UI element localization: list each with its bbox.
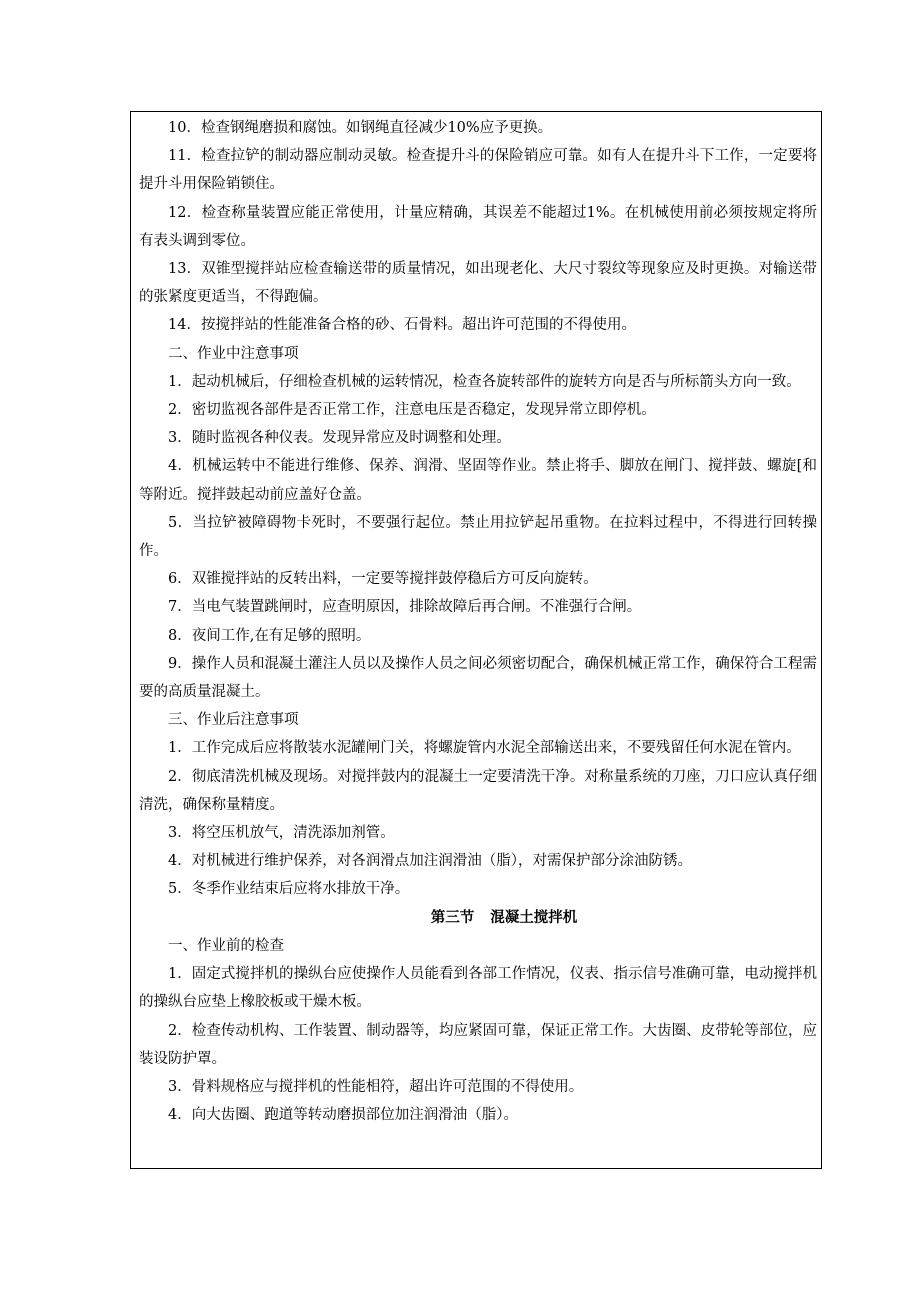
paragraph: 9．操作人员和混凝土灌注人员以及操作人员之间必须密切配合，确保机械正常工作，确保符合工程需要的高质量混凝土。 <box>139 655 817 701</box>
paragraph: 三、作业后注意事项 <box>168 712 299 729</box>
paragraph: 2．密切监视各部件是否正常工作，注意电压是否稳定，发现异常立即停机。 <box>168 402 656 419</box>
paragraph: 11．检查拉铲的制动器应制动灵敏。检查提升斗的保险销应可靠。如有人在提升斗下工作，一定要将提升斗用保险销锁住。 <box>139 148 817 193</box>
paragraph: 12．检查称量装置应能正常使用，计量应精确，其误差不能超过1%。在机械使用前必须按规定将所有表头调到零位。 <box>139 204 817 249</box>
paragraph: 3．骨料规格应与搅拌机的性能相符，超出许可范围的不得使用。 <box>168 1078 584 1095</box>
paragraph: 4．对机械进行维护保养，对各润滑点加注润滑油（脂），对需保护部分涂油防锈。 <box>168 853 692 870</box>
paragraph: 二、作业中注意事项 <box>168 345 299 362</box>
paragraph: 8．夜间工作,在有足够的照明。 <box>168 627 371 644</box>
paragraph: 6．双锥搅拌站的反转出料，一定要等搅拌鼓停稳后方可反向旋转。 <box>168 571 598 588</box>
paragraph: 13．双锥型搅拌站应检查输送带的质量情况，如出现老化、大尺寸裂纹等现象应及时更换。对输送带的张紧度更适当，不得跑偏。 <box>139 261 817 306</box>
paragraph: 一、作业前的检查 <box>168 937 284 954</box>
paragraphs-before <box>139 114 817 904</box>
paragraph: 7．当电气装置跳闸时，应查明原因，排除故障后再合闸。不准强行合闸。 <box>168 599 642 616</box>
section-name: 混凝土搅拌机 <box>490 908 578 926</box>
section-number: 第三节 <box>430 908 475 926</box>
paragraph: 5．当拉铲被障碍物卡死时，不要强行起位。禁止用拉铲起吊重物。在拉料过程中，不得进行回转操作。 <box>139 514 817 560</box>
section-title <box>139 904 817 932</box>
paragraph: 1．固定式搅拌机的操纵台应使操作人员能看到各部工作情况，仪表、指示信号准确可靠，电动搅拌机的操纵台应垫上橡胶板或干燥木板。 <box>139 966 817 1011</box>
paragraph: 4．机械运转中不能进行维修、保养、润滑、坚固等作业。禁止将手、脚放在闸门、搅拌鼓、螺旋[和等附近。搅拌鼓起动前应盖好仓盖。 <box>139 458 817 503</box>
paragraph: 3．将空压机放气，清洗添加剂管。 <box>168 825 395 842</box>
paragraph: 2．彻底清洗机械及现场。对搅拌鼓内的混凝土一定要清洗干净。对称量系统的刀座，刀口应认真仔细清洗，确保称量精度。 <box>139 768 817 813</box>
paragraph: 1．工作完成后应将散装水泥罐闸门关，将螺旋管内水泥全部输送出来，不要残留任何水泥在管内。 <box>168 740 801 757</box>
paragraph: 1．起动机械后，仔细检查机械的运转情况，检查各旋转部件的旋转方向是否与所标箭头方向一致。 <box>168 373 801 390</box>
paragraph: 2．检查传动机构、工作装置、制动器等，均应紧固可靠，保证正常工作。大齿圈、皮带轮等部位，应装设防护罩。 <box>139 1022 817 1067</box>
paragraph: 4．向大齿圈、跑道等转动磨损部位加注润滑油（脂）。 <box>168 1107 518 1124</box>
paragraph: 10．检查钢绳磨损和腐蚀。如钢绳直径减少10%应予更换。 <box>168 120 553 136</box>
paragraph: 3．随时监视各种仪表。发现异常应及时调整和处理。 <box>168 430 511 447</box>
paragraph: 14．按搅拌站的性能准备合格的砂、石骨料。超出许可范围的不得使用。 <box>168 317 636 334</box>
paragraphs-after <box>139 932 817 1129</box>
document-body <box>139 114 817 1129</box>
paragraph: 5．冬季作业结束后应将水排放干净。 <box>168 881 410 898</box>
